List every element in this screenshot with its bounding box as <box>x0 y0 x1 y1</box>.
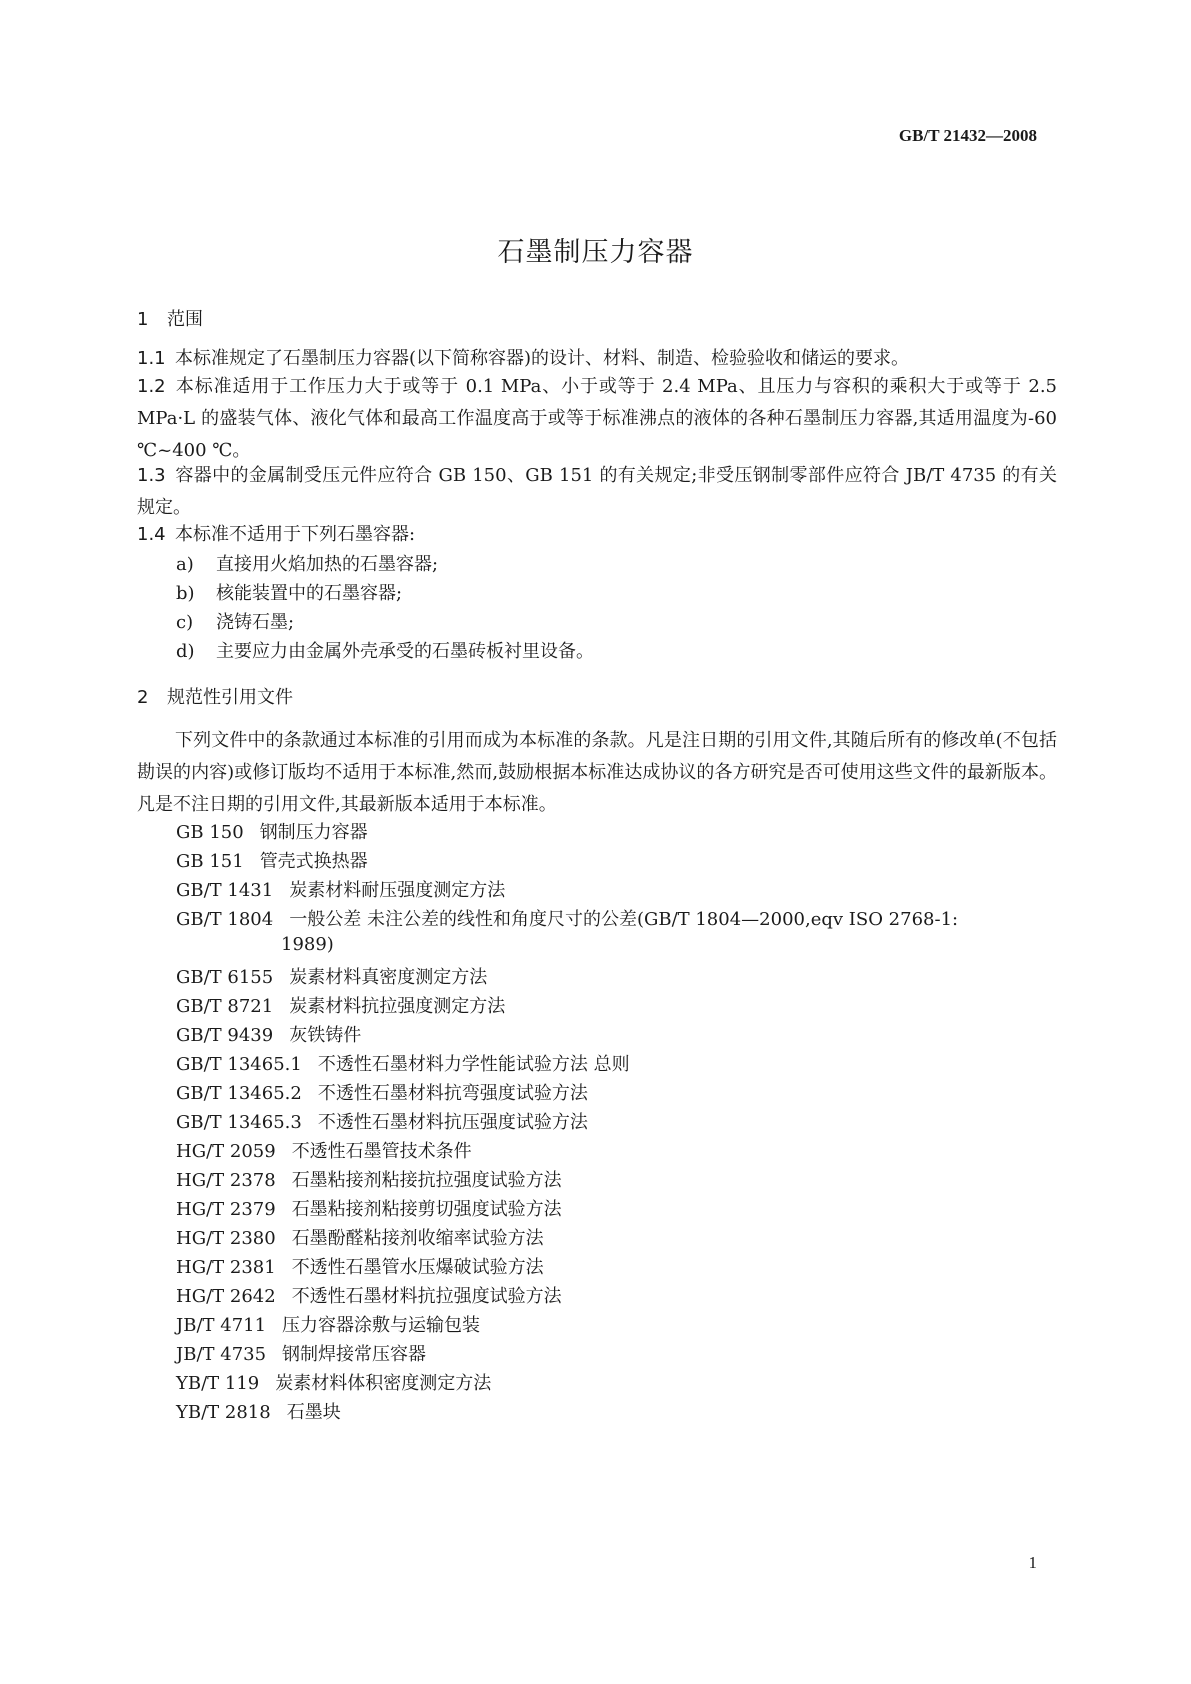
reference-code: JB/T 4711 <box>176 1315 267 1336</box>
reference-item <box>176 1050 630 1076</box>
reference-title: 炭素材料真密度测定方法 <box>289 967 488 988</box>
list-item <box>176 583 402 605</box>
reference-title: 压力容器涂敷与运输包装 <box>282 1315 481 1336</box>
reference-code: GB/T 6155 <box>176 967 274 988</box>
reference-item <box>176 1369 491 1395</box>
reference-title: 不透性石墨材料抗弯强度试验方法 <box>317 1083 588 1104</box>
reference-title: 石墨粘接剂粘接剪切强度试验方法 <box>291 1199 562 1220</box>
reference-item <box>176 1340 426 1366</box>
reference-code: HG/T 2378 <box>176 1170 276 1191</box>
reference-code: HG/T 2642 <box>176 1286 276 1307</box>
reference-item <box>176 963 487 989</box>
reference-code: GB 151 <box>176 851 244 872</box>
reference-item <box>176 1224 544 1250</box>
reference-title: 不透性石墨材料力学性能试验方法 总则 <box>317 1054 630 1075</box>
reference-title: 石墨块 <box>286 1402 341 1423</box>
reference-code: HG/T 2381 <box>176 1257 276 1278</box>
reference-code: HG/T 2059 <box>176 1141 276 1162</box>
reference-title: 不透性石墨材料抗拉强度试验方法 <box>291 1286 562 1307</box>
list-item-label: c) <box>176 612 194 633</box>
clause-text: 容器中的金属制受压元件应符合 GB 150、GB 151 的有关规定;非受压钢制零部件应符合 JB/T 4735 的有关规定。 <box>137 465 1057 518</box>
reference-code: GB/T 8721 <box>176 996 274 1017</box>
clause-1-2 <box>137 371 1057 467</box>
reference-code: GB 150 <box>176 822 244 843</box>
clause-number: 1.4 <box>137 524 166 545</box>
reference-title: 管壳式换热器 <box>259 851 368 872</box>
reference-title: 不透性石墨材料抗压强度试验方法 <box>317 1112 588 1133</box>
document-title: 石墨制压力容器 <box>497 237 694 268</box>
reference-item <box>176 1311 480 1337</box>
page-number: 1 <box>1028 1553 1037 1572</box>
reference-title: 钢制压力容器 <box>259 822 368 843</box>
section-2-number: 2 <box>137 687 149 708</box>
reference-code: HG/T 2379 <box>176 1199 276 1220</box>
section-1-title: 范围 <box>167 309 203 330</box>
list-item-text: 核能装置中的石墨容器; <box>216 583 403 604</box>
list-item <box>176 554 438 576</box>
reference-code: GB/T 9439 <box>176 1025 274 1046</box>
clause-number: 1.3 <box>137 465 166 486</box>
reference-title: 炭素材料体积密度测定方法 <box>275 1373 492 1394</box>
reference-title: 不透性石墨管水压爆破试验方法 <box>291 1257 544 1278</box>
section-2-heading <box>137 683 293 709</box>
reference-item <box>176 1195 562 1221</box>
clause-text: 本标准不适用于下列石墨容器: <box>175 524 416 545</box>
reference-code: GB/T 13465.2 <box>176 1083 302 1104</box>
list-item-label: b) <box>176 583 195 604</box>
reference-code: GB/T 13465.1 <box>176 1054 302 1075</box>
reference-title-continuation: 1989) <box>281 934 334 955</box>
list-item-label: a) <box>176 554 194 575</box>
list-item-text: 浇铸石墨; <box>216 612 295 633</box>
reference-item <box>176 1253 544 1279</box>
list-item <box>176 612 294 634</box>
reference-item <box>176 876 505 902</box>
reference-title: 炭素材料耐压强度测定方法 <box>289 880 506 901</box>
list-item-text: 直接用火焰加热的石墨容器; <box>216 554 439 575</box>
reference-item <box>176 1108 588 1134</box>
clause-1-4 <box>137 524 415 546</box>
reference-code: GB/T 1804 <box>176 909 274 930</box>
reference-title: 灰铁铸件 <box>289 1025 362 1046</box>
reference-title: 钢制焊接常压容器 <box>282 1344 427 1365</box>
section-1-heading <box>137 305 203 331</box>
reference-item <box>176 1021 361 1047</box>
reference-code: HG/T 2380 <box>176 1228 276 1249</box>
list-item <box>176 641 594 663</box>
reference-title: 不透性石墨管技术条件 <box>291 1141 472 1162</box>
reference-code: JB/T 4735 <box>176 1344 267 1365</box>
reference-item <box>176 1166 562 1192</box>
reference-item <box>176 1398 341 1424</box>
standard-number: GB/T 21432—2008 <box>898 126 1037 145</box>
reference-item <box>176 905 958 931</box>
reference-item <box>176 1282 562 1308</box>
list-item-text: 主要应力由金属外壳承受的石墨砖板衬里设备。 <box>216 641 594 662</box>
reference-item <box>176 992 505 1018</box>
reference-item <box>176 1079 588 1105</box>
reference-code: YB/T 119 <box>176 1373 260 1394</box>
reference-title: 炭素材料抗拉强度测定方法 <box>289 996 506 1017</box>
reference-code: GB/T 13465.3 <box>176 1112 302 1133</box>
reference-item <box>176 847 368 873</box>
clause-1-1 <box>137 348 909 370</box>
section-2-title: 规范性引用文件 <box>167 687 293 708</box>
section-2-intro: 下列文件中的条款通过本标准的引用而成为本标准的条款。凡是注日期的引用文件,其随后所有的修改单(不包括勘误的内容)或修订版均不适用于本标准,然而,鼓励根据本标准达成协议的各方研究是否可使用这些文件的最新版本。凡是不注日期的引用文件,其最新版本适用于本标准。 <box>137 730 1057 815</box>
reference-title: 石墨粘接剂粘接抗拉强度试验方法 <box>291 1170 562 1191</box>
reference-title: 一般公差 未注公差的线性和角度尺寸的公差(GB/T 1804—2000,eqv ISO 2768-1: <box>289 909 959 930</box>
clause-number: 1.2 <box>137 376 166 397</box>
list-item-label: d) <box>176 641 195 662</box>
clause-text: 本标准适用于工作压力大于或等于 0.1 MPa、小于或等于 2.4 MPa、且压力与容积的乘积大于或等于 2.5 MPa·L 的盛装气体、液化气体和最高工作温度高于或等于标准沸点的液体的各种石墨制压力容器,其适用温度为-60 ℃~400 ℃。 <box>137 376 1057 461</box>
reference-code: YB/T 2818 <box>176 1402 271 1423</box>
reference-item <box>176 1137 472 1163</box>
reference-code: GB/T 1431 <box>176 880 274 901</box>
reference-item <box>176 818 368 844</box>
section-1-number: 1 <box>137 309 149 330</box>
clause-number: 1.1 <box>137 348 166 369</box>
clause-1-3 <box>137 460 1057 524</box>
reference-title: 石墨酚醛粘接剂收缩率试验方法 <box>291 1228 544 1249</box>
clause-text: 本标准规定了石墨制压力容器(以下简称容器)的设计、材料、制造、检验验收和储运的要求。 <box>175 348 910 369</box>
